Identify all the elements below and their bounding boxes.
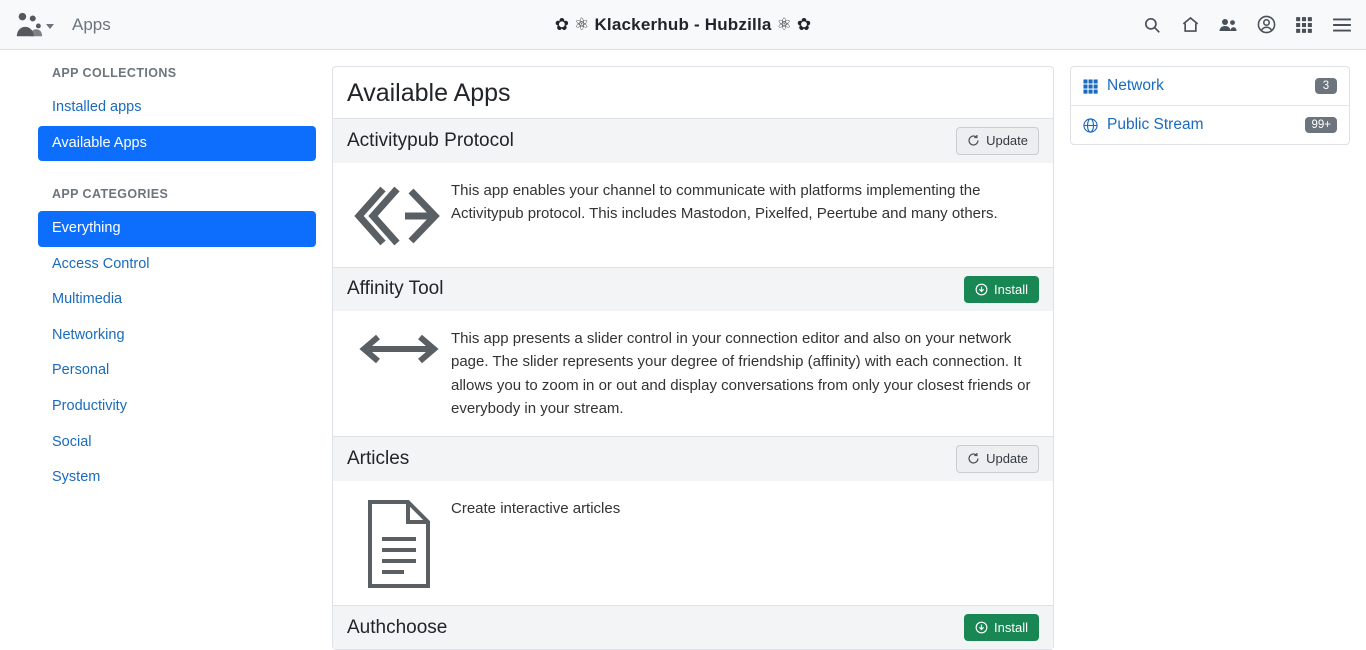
app-description: Create interactive articles — [451, 499, 621, 517]
sidebar-item-social[interactable]: Social — [52, 433, 92, 450]
app-header — [333, 119, 1053, 163]
app-list-item — [333, 436, 1053, 605]
app-header — [333, 268, 1053, 312]
update-button[interactable] — [956, 445, 1039, 473]
right-sidebar — [1070, 66, 1350, 145]
sidebar-item-personal[interactable]: Personal — [52, 362, 110, 379]
install-button[interactable] — [964, 276, 1039, 304]
panel-item-network[interactable] — [1071, 67, 1349, 105]
app-name: Articles — [347, 447, 410, 469]
panel-item-label: Network — [1107, 77, 1164, 94]
sidebar-item-productivity[interactable]: Productivity — [52, 397, 127, 414]
sidebar-item-multimedia[interactable]: Multimedia — [52, 291, 123, 308]
app-header — [333, 437, 1053, 481]
app-description: This app presents a slider control in your connection editor and also on your network page. The slider represents your degree of friendship (affinity) with each connection. It allows you to zoom in or out and display conversations from only your closest friends or everybody in your stream. — [451, 330, 1031, 417]
logo-menu[interactable] — [14, 10, 54, 40]
app-collections-heading: APP COLLECTIONS — [52, 66, 177, 80]
install-button-label: Install — [994, 619, 1028, 635]
sidebar-item-available-apps[interactable]: Available Apps — [38, 126, 316, 162]
panel-item-label: Public Stream — [1107, 116, 1204, 133]
app-collections-list — [38, 90, 316, 161]
apps-menu-label[interactable]: Apps — [72, 14, 111, 34]
chevron-down-icon[interactable] — [46, 24, 54, 29]
download-circle-icon — [975, 283, 988, 296]
people-icon[interactable] — [1218, 15, 1238, 35]
download-circle-icon — [975, 621, 988, 634]
title-deco-left: ✿ ⚛ — [554, 14, 595, 34]
title-deco-right: ⚛ ✿ — [771, 14, 812, 34]
grid-network-icon — [1083, 79, 1098, 94]
app-body — [333, 311, 1053, 436]
sidebar-item-access-control[interactable]: Access Control — [52, 255, 150, 272]
app-name: Affinity Tool — [347, 278, 444, 300]
app-categories-heading: APP CATEGORIES — [52, 187, 169, 202]
refresh-icon — [967, 452, 980, 465]
install-button-label: Install — [994, 281, 1028, 297]
sidebar-item-installed-apps[interactable]: Installed apps — [52, 99, 142, 115]
update-button[interactable] — [956, 127, 1039, 155]
status-badge: 3 — [1315, 78, 1337, 94]
page-title: Available Apps — [347, 79, 511, 107]
navbar-left — [14, 10, 111, 40]
globe-icon — [1083, 118, 1098, 133]
sidebar-item-networking[interactable]: Networking — [52, 326, 125, 343]
app-body — [333, 163, 1053, 267]
sidebar-item-everything[interactable]: Everything — [38, 211, 316, 247]
app-description: This app enables your channel to communicate with platforms implementing the Activitypub protocol. This includes Mastodon, Pixelfed, Peertube and many others. — [451, 181, 998, 222]
app-header — [333, 606, 1053, 650]
main-content — [332, 66, 1054, 650]
update-button-label: Update — [986, 133, 1028, 148]
app-categories-list — [38, 211, 316, 496]
app-list-item — [333, 267, 1053, 437]
app-name: Activitypub Protocol — [347, 129, 514, 151]
hamburger-menu-icon[interactable] — [1332, 15, 1352, 35]
document-icon — [347, 495, 451, 589]
grid-apps-icon[interactable] — [1294, 15, 1314, 35]
hubzilla-logo-icon[interactable] — [14, 10, 44, 40]
site-title: Klackerhub - Hubzilla — [594, 14, 772, 34]
search-icon[interactable] — [1142, 15, 1162, 35]
status-badge: 99+ — [1305, 117, 1337, 133]
activitypub-icon — [347, 177, 451, 251]
app-list-item — [333, 118, 1053, 267]
navbar-right — [1142, 15, 1352, 35]
install-button[interactable] — [964, 614, 1039, 642]
update-button-label: Update — [986, 451, 1028, 467]
panel-item-public-stream[interactable] — [1071, 105, 1349, 144]
left-sidebar — [16, 66, 316, 522]
app-name: Authchoose — [347, 616, 448, 638]
available-apps-card — [332, 66, 1054, 650]
double-arrow-icon — [347, 325, 451, 369]
page-body — [0, 50, 1366, 638]
app-body — [333, 481, 1053, 605]
streams-panel — [1070, 66, 1350, 145]
home-icon[interactable] — [1180, 15, 1200, 35]
person-circle-icon[interactable] — [1256, 15, 1276, 35]
refresh-icon — [967, 134, 980, 147]
sidebar-item-system[interactable]: System — [52, 469, 101, 486]
top-navbar — [0, 0, 1366, 50]
app-list-item — [333, 605, 1053, 650]
